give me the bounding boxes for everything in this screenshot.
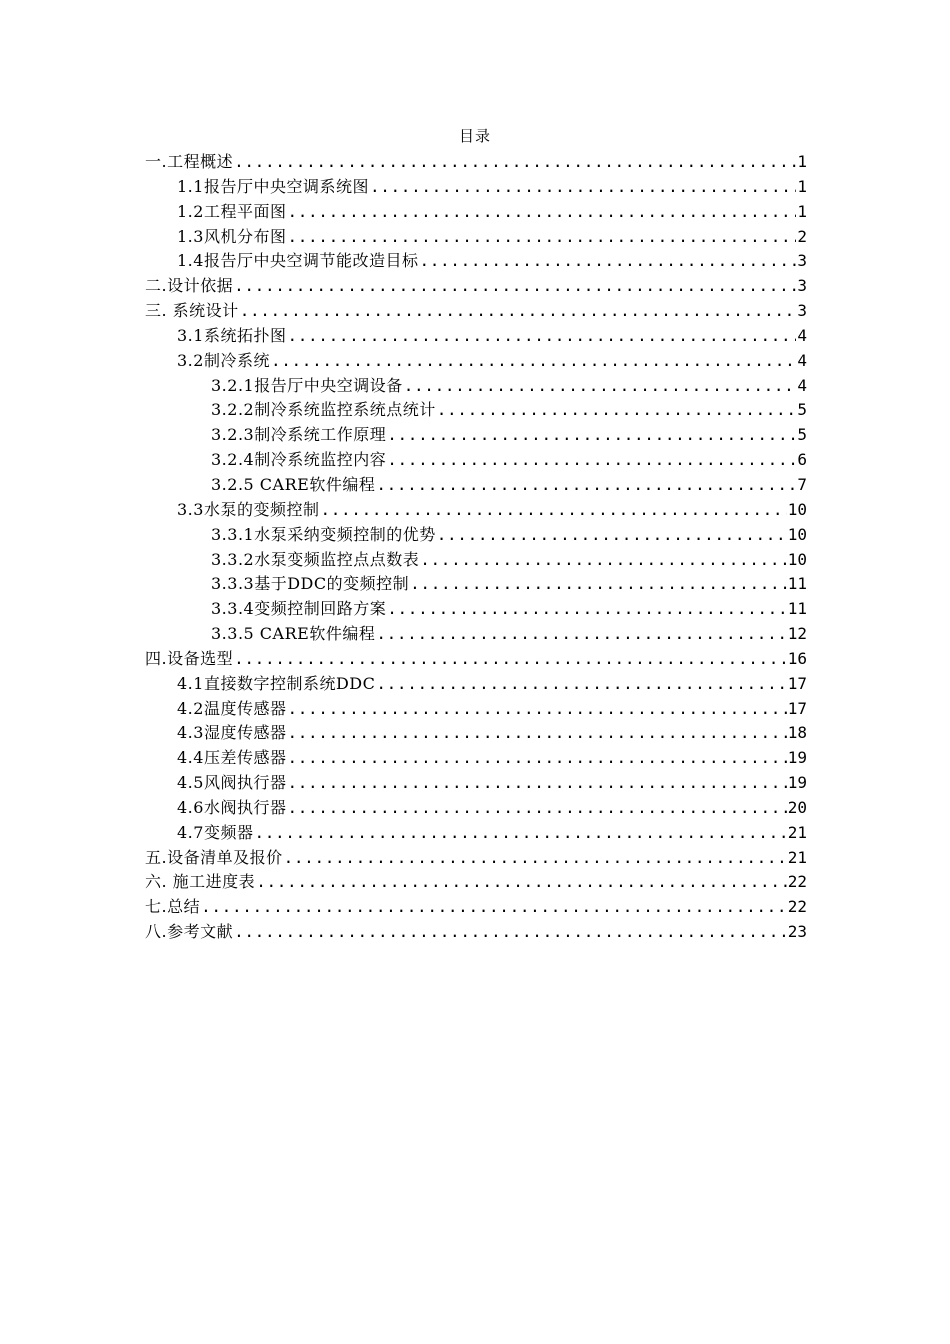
toc-entry[interactable] (145, 572, 807, 597)
toc-page-number: 3 (797, 251, 807, 271)
toc-entry[interactable] (145, 374, 807, 399)
toc-page-number: 5 (797, 400, 807, 420)
toc-entry[interactable] (145, 398, 807, 423)
toc-entry[interactable] (145, 771, 807, 796)
toc-dot-leader (320, 498, 786, 523)
toc-dot-leader (234, 274, 796, 299)
toc-dot-leader (234, 150, 796, 175)
toc-page-number: 16 (787, 648, 807, 668)
toc-entry-title: 3.2.2制冷系统监控系统点统计 (211, 400, 436, 420)
toc-page-number: 18 (787, 723, 807, 743)
toc-page-number: 6 (797, 450, 807, 470)
toc-entry[interactable] (145, 498, 807, 523)
toc-page-number: 1 (797, 152, 807, 171)
toc-dot-leader (387, 597, 787, 622)
toc-entry[interactable] (145, 175, 807, 200)
toc-entry[interactable] (145, 473, 807, 498)
toc-entry-title: 1.2工程平面图 (177, 201, 287, 221)
toc-entry[interactable] (145, 249, 807, 274)
toc-entry[interactable] (145, 622, 807, 647)
toc-entry[interactable] (145, 523, 807, 548)
toc-entry-title: 二.设计依据 (145, 276, 234, 296)
toc-entry-title: 1.4报告厅中央空调节能改造目标 (177, 251, 419, 271)
toc-entry[interactable] (145, 895, 807, 920)
toc-page-number: 12 (787, 624, 807, 644)
toc-entry[interactable] (145, 150, 807, 175)
toc-entry[interactable] (145, 349, 807, 374)
toc-entry-title: 4.5风阀执行器 (177, 773, 287, 793)
toc-page-number: 21 (787, 822, 807, 842)
toc-entry-title: 4.6水阀执行器 (177, 797, 287, 817)
toc-dot-leader (370, 175, 796, 200)
toc-dot-leader (201, 895, 787, 920)
toc-page-number: 1 (797, 176, 807, 196)
toc-entry-title: 4.1直接数字控制系统DDC (177, 673, 376, 693)
toc-dot-leader (437, 523, 787, 548)
table-of-contents (145, 150, 807, 945)
toc-entry-title: 3.2.1报告厅中央空调设备 (211, 375, 403, 395)
toc-entry[interactable] (145, 225, 807, 250)
toc-entry-title: 4.7变频器 (177, 822, 254, 842)
toc-dot-leader (271, 349, 796, 374)
toc-entry[interactable] (145, 821, 807, 846)
toc-entry[interactable] (145, 870, 807, 895)
toc-page-number: 3 (797, 276, 807, 296)
toc-dot-leader (419, 249, 796, 274)
toc-dot-leader (234, 920, 787, 945)
toc-page-number: 11 (787, 599, 807, 619)
toc-dot-leader (387, 448, 796, 473)
toc-dot-leader (376, 672, 786, 697)
toc-entry-title: 3.2.5 CARE软件编程 (211, 474, 376, 494)
toc-entry-title: 六. 施工进度表 (145, 872, 256, 892)
toc-page-number: 5 (797, 425, 807, 445)
toc-page-number: 23 (787, 922, 807, 942)
toc-entry-title: 3.3水泵的变频控制 (177, 499, 320, 519)
toc-page-number: 11 (787, 574, 807, 594)
toc-entry-title: 1.1报告厅中央空调系统图 (177, 176, 369, 196)
toc-dot-leader (376, 622, 786, 647)
toc-dot-leader (437, 398, 797, 423)
toc-page-number: 7 (797, 474, 807, 494)
toc-entry[interactable] (145, 920, 807, 945)
toc-dot-leader (410, 572, 787, 597)
toc-dot-leader (287, 200, 796, 225)
toc-dot-leader (287, 697, 786, 722)
toc-entry-title: 3.2.3制冷系统工作原理 (211, 425, 387, 445)
toc-dot-leader (287, 746, 786, 771)
toc-entry-title: 三. 系统设计 (145, 301, 239, 321)
toc-entry-title: 3.3.5 CARE软件编程 (211, 624, 376, 644)
toc-dot-leader (420, 548, 787, 573)
toc-dot-leader (376, 473, 796, 498)
toc-page-number: 20 (787, 797, 807, 817)
toc-entry-title: 一.工程概述 (145, 152, 234, 171)
toc-title: 目录 (458, 127, 491, 145)
toc-dot-leader (287, 721, 786, 746)
toc-entry[interactable] (145, 548, 807, 573)
toc-entry-title: 3.2制冷系统 (177, 350, 270, 370)
toc-page-number: 17 (787, 698, 807, 718)
toc-page-number: 19 (787, 748, 807, 768)
toc-entry[interactable] (145, 647, 807, 672)
toc-page-number: 22 (787, 872, 807, 892)
toc-entry-title: 3.3.1水泵采纳变频控制的优势 (211, 524, 436, 544)
toc-entry-title: 3.2.4制冷系统监控内容 (211, 450, 387, 470)
toc-entry-title: 七.总结 (145, 897, 201, 917)
toc-entry[interactable] (145, 746, 807, 771)
toc-page-number: 4 (797, 375, 807, 395)
toc-page-number: 22 (787, 897, 807, 917)
toc-entry-title: 4.3湿度传感器 (177, 723, 287, 743)
toc-page-number: 4 (797, 350, 807, 370)
toc-page-number: 4 (797, 325, 807, 345)
toc-entry-title: 3.3.2水泵变频监控点点数表 (211, 549, 420, 569)
toc-dot-leader (240, 299, 797, 324)
toc-entry[interactable] (145, 846, 807, 871)
toc-entry[interactable] (145, 423, 807, 448)
toc-dot-leader (284, 846, 787, 871)
toc-entry-title: 3.3.3基于DDC的变频控制 (211, 574, 410, 594)
toc-entry-title: 3.3.4变频控制回路方案 (211, 599, 387, 619)
toc-entry[interactable] (145, 200, 807, 225)
toc-dot-leader (256, 870, 787, 895)
toc-entry[interactable] (145, 274, 807, 299)
toc-page-number: 21 (787, 847, 807, 867)
toc-page-number: 19 (787, 773, 807, 793)
toc-dot-leader (234, 647, 787, 672)
toc-entry-title: 四.设备选型 (145, 648, 234, 668)
toc-entry[interactable] (145, 672, 807, 697)
toc-entry-title: 4.4压差传感器 (177, 748, 287, 768)
toc-entry[interactable] (145, 299, 807, 324)
toc-entry[interactable] (145, 448, 807, 473)
toc-entry-title: 八.参考文献 (145, 922, 234, 942)
toc-dot-leader (287, 225, 796, 250)
toc-page-number: 2 (797, 226, 807, 246)
toc-page-number: 10 (787, 499, 807, 519)
toc-page-number: 1 (797, 201, 807, 221)
toc-entry[interactable] (145, 697, 807, 722)
toc-page-number: 3 (797, 301, 807, 321)
toc-entry[interactable] (145, 597, 807, 622)
toc-entry-title: 1.3风机分布图 (177, 226, 287, 246)
toc-dot-leader (287, 324, 796, 349)
toc-dot-leader (287, 796, 786, 821)
toc-page-number: 10 (787, 549, 807, 569)
toc-page-number: 17 (787, 673, 807, 693)
toc-entry[interactable] (145, 324, 807, 349)
toc-entry-title: 4.2温度传感器 (177, 698, 287, 718)
toc-entry[interactable] (145, 721, 807, 746)
toc-dot-leader (387, 423, 796, 448)
toc-entry-title: 3.1系统拓扑图 (177, 325, 287, 345)
toc-page-number: 10 (787, 524, 807, 544)
toc-dot-leader (404, 374, 797, 399)
toc-dot-leader (287, 771, 786, 796)
toc-entry-title: 五.设备清单及报价 (145, 847, 283, 867)
toc-entry[interactable] (145, 796, 807, 821)
toc-dot-leader (254, 821, 786, 846)
